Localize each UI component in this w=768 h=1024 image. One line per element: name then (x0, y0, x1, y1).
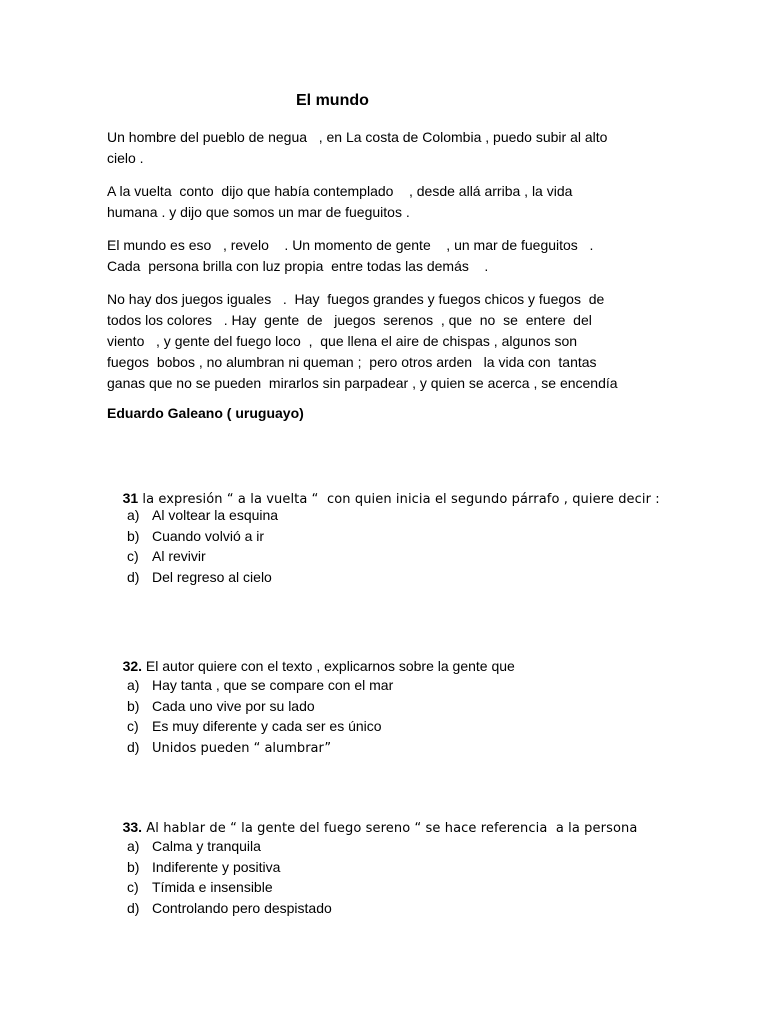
option-b (127, 857, 332, 878)
option-a (127, 836, 332, 857)
option-a (127, 505, 278, 526)
paragraph-line: todos los colores . Hay gente de juegos serenos , que no se entere del (107, 312, 592, 328)
option-text: Del regreso al cielo (152, 568, 272, 585)
option-text: Unidos pueden “ alumbrar” (152, 740, 332, 756)
option-c (127, 877, 332, 898)
option-c (127, 546, 278, 567)
paragraph-line: cielo . (107, 150, 144, 166)
options-list-33 (127, 836, 332, 918)
paragraph-2 (107, 181, 667, 223)
option-letter: b) (127, 527, 140, 544)
option-text: Tímida e insensible (152, 879, 273, 895)
option-b (127, 696, 393, 717)
paragraph-line: El mundo es eso , revelo . Un momento de gente , un mar de fueguitos . (107, 237, 594, 253)
paragraph-line: fuegos bobos , no alumbran ni queman ; pero otros arden la vida con tantas (107, 354, 597, 370)
paragraph-line: No hay dos juegos iguales . Hay fuegos grandes y fuegos chicos y fuegos de (107, 291, 605, 307)
paragraph-line: Un hombre del pueblo de negua , en La costa de Colombia , puedo subir al alto (107, 129, 608, 145)
option-a (127, 675, 393, 696)
document-title: El mundo (296, 92, 369, 109)
option-text: Es muy diferente y cada ser es único (152, 718, 382, 734)
question-number: 31 (122, 490, 139, 506)
option-letter: d) (127, 738, 140, 755)
option-letter: c) (127, 548, 139, 564)
options-list-32 (127, 675, 393, 759)
options-list-31 (127, 505, 278, 587)
question-text: la expresión “ a la vuelta “ con quien inicia el segundo párrafo , quiere decir : (138, 492, 660, 507)
option-text: Cada uno vive por su lado (152, 697, 315, 714)
option-text: Cuando volvió a ir (152, 527, 265, 544)
paragraph-3 (107, 235, 667, 277)
option-letter: a) (127, 507, 140, 523)
paragraph-4 (107, 289, 667, 394)
option-letter: a) (127, 838, 140, 854)
question-number: 33. (122, 819, 143, 835)
author-credit: Eduardo Galeano ( uruguayo) (107, 405, 304, 421)
option-letter: c) (127, 879, 139, 895)
paragraph-1 (107, 127, 667, 169)
option-text: Al revivir (152, 548, 206, 564)
option-letter: c) (127, 718, 139, 734)
option-text: Indiferente y positiva (152, 858, 281, 875)
option-letter: d) (127, 899, 140, 916)
question-text: Al hablar de “ la gente del fuego sereno “ se hace referencia a la persona (142, 821, 638, 836)
paragraph-line: humana . y dijo que somos un mar de fueguitos . (107, 204, 410, 220)
paragraph-line: viento , y gente del fuego loco , que llena el aire de chispas , algunos son (107, 333, 578, 349)
option-letter: a) (127, 677, 140, 693)
option-d (127, 898, 332, 919)
paragraph-line: ganas que no se pueden mirarlos sin parpadear , y quien se acerca , se encendía (107, 375, 618, 391)
option-b (127, 526, 278, 547)
option-text: Hay tanta , que se compare con el mar (152, 677, 394, 693)
option-letter: d) (127, 568, 140, 585)
option-c (127, 716, 393, 737)
option-d (127, 567, 278, 588)
option-d (127, 737, 393, 760)
option-text: Controlando pero despistado (152, 899, 332, 916)
option-letter: b) (127, 858, 140, 875)
option-text: Calma y tranquila (152, 838, 261, 854)
paragraph-line: Cada persona brilla con luz propia entre todas las demás . (107, 258, 489, 274)
option-text: Al voltear la esquina (152, 507, 279, 523)
question-number: 32. (122, 658, 143, 674)
paragraph-line: A la vuelta conto dijo que había contemplado , desde allá arriba , la vida (107, 183, 573, 199)
question-text: El autor quiere con el texto , explicarnos sobre la gente que (142, 658, 515, 674)
option-letter: b) (127, 697, 140, 714)
